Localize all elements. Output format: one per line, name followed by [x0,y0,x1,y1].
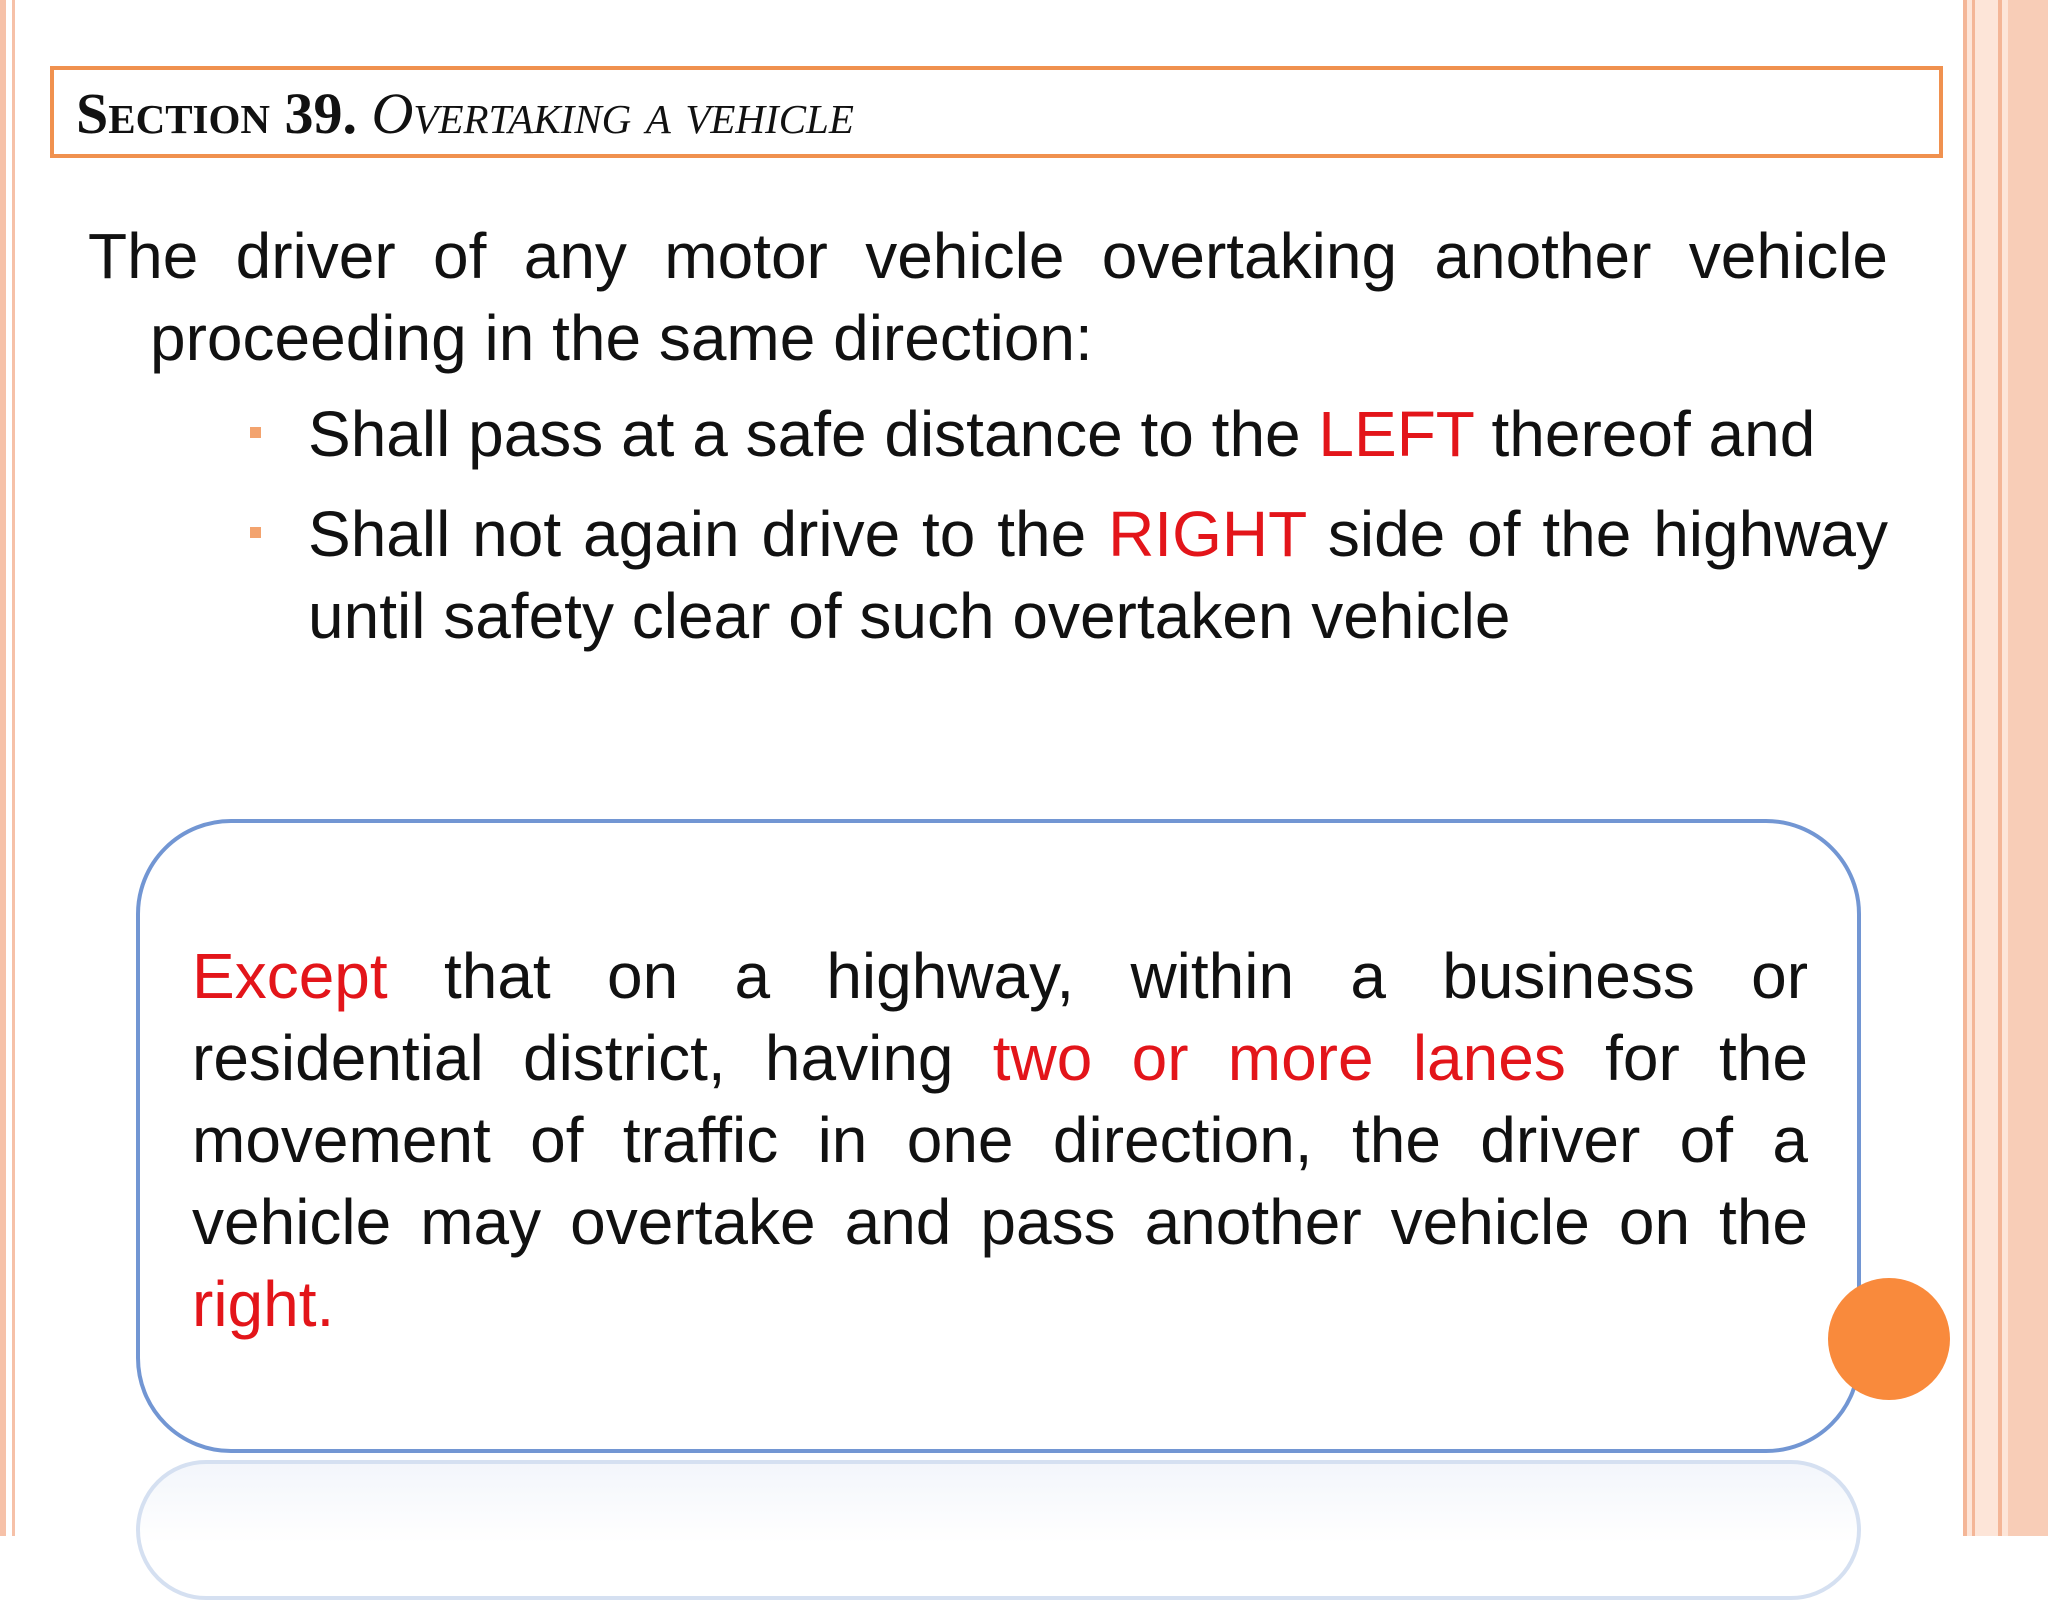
bullet-highlight: RIGHT [1108,498,1307,570]
square-bullet-icon [250,527,261,538]
exception-lead: Except [192,940,388,1012]
exception-text [192,935,1808,1345]
section-name: Overtaking a vehicle [371,81,854,146]
box-reflection [136,1460,1861,1600]
bullet-text: thereof and [1473,398,1816,470]
title-box [50,66,1943,158]
exception-ending: right. [192,1268,335,1340]
right-decor-line [1963,0,1967,1536]
bullet-highlight: LEFT [1318,398,1474,470]
bullet-text: side of the highway until safety clear of such overtaken vehicle [308,498,1889,652]
slide-title [76,76,854,152]
exception-part: that on a highway, within a business or residential district, having [192,940,1808,1094]
exception-highlight: two or more lanes [992,1022,1566,1094]
bullet-text: Shall pass at a safe distance to the [308,398,1319,470]
right-decor-line [1972,0,1975,1536]
slide-body [88,215,1888,675]
exception-part: for the movement of traffic in one direction, the driver of a vehicle may overtake and pass another vehicle on the [192,1022,1809,1258]
bullet-list [88,393,1888,657]
left-decor-line [12,0,15,1536]
right-decor-line [1998,0,2002,1536]
bullet-item-left [88,393,1888,475]
left-decor-stripe [0,0,6,1536]
bullet-text: Shall not again drive to the [308,498,1109,570]
right-decor-line [2008,0,2048,1536]
bullet-item-right [88,493,1888,657]
exception-box [136,819,1861,1453]
orange-circle-decor [1828,1278,1950,1400]
square-bullet-icon [250,427,261,438]
intro-paragraph: The driver of any motor vehicle overtaking another vehicle proceeding in the same direction: [88,220,1888,374]
section-label: Section 39. [76,81,358,146]
